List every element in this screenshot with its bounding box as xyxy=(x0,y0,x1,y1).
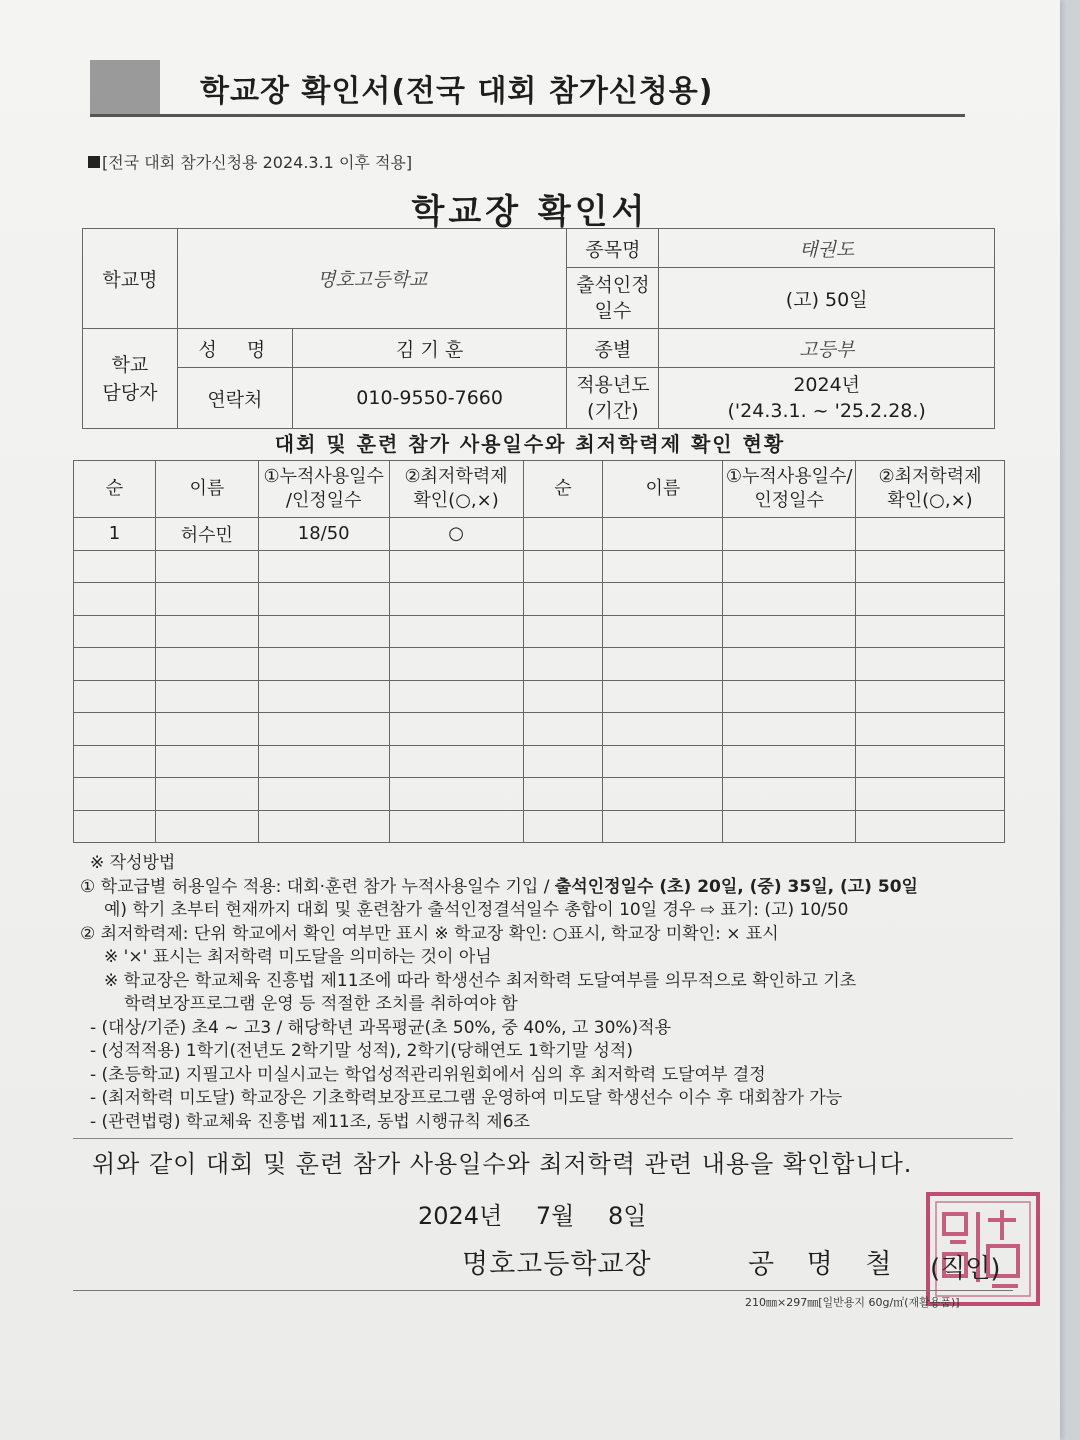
empty-cell xyxy=(723,713,856,746)
empty-cell xyxy=(603,648,723,681)
empty-cell xyxy=(258,778,389,811)
divider xyxy=(73,1290,1013,1291)
empty-cell xyxy=(523,810,603,843)
row-days: 18/50 xyxy=(258,518,389,551)
empty-cell xyxy=(856,745,1005,778)
col-days xyxy=(258,461,389,518)
col-min-right-line1: ②최저학력제 xyxy=(878,466,982,487)
instruction-line: ② 최저학력제: 단위 학교에서 확인 여부만 표시 ※ 학교장 확인: ○표시, 학교장 미확인: × 표시 xyxy=(80,923,779,944)
year-label xyxy=(567,368,659,429)
empty-cell xyxy=(856,518,1005,551)
empty-cell xyxy=(389,745,523,778)
empty-cell xyxy=(523,615,603,648)
attend-label-line1: 출석인정 xyxy=(576,274,650,296)
table-row xyxy=(74,810,1005,843)
empty-cell xyxy=(74,648,156,681)
top-note xyxy=(88,150,412,173)
empty-cell xyxy=(723,550,856,583)
empty-cell xyxy=(603,583,723,616)
manager-label-line1: 학교 xyxy=(111,353,149,376)
col-no: 순 xyxy=(74,461,156,518)
table-row xyxy=(74,648,1005,681)
instruction-line: - (관련법령) 학교체육 진흥법 제11조, 동법 시행규칙 제6조 xyxy=(90,1111,530,1132)
empty-cell xyxy=(603,778,723,811)
empty-cell xyxy=(723,778,856,811)
empty-cell xyxy=(155,745,258,778)
empty-cell xyxy=(723,615,856,648)
empty-cell xyxy=(723,518,856,551)
empty-cell xyxy=(389,583,523,616)
document-title: 학교장 확인서 xyxy=(411,192,649,232)
empty-cell xyxy=(389,680,523,713)
year-label-line2: (기간) xyxy=(587,400,639,422)
year-value xyxy=(659,368,995,429)
contact-label: 연락처 xyxy=(177,368,292,429)
empty-cell xyxy=(74,745,156,778)
empty-cell xyxy=(603,713,723,746)
issue-date: 2024년 7월 8일 xyxy=(418,1202,647,1230)
empty-cell xyxy=(155,778,258,811)
col-days-line1: ①누적사용일수 xyxy=(263,466,384,487)
instructions xyxy=(80,852,1020,1134)
empty-cell xyxy=(155,648,258,681)
info-table xyxy=(82,228,995,429)
category-label: 종별 xyxy=(567,329,659,368)
empty-cell xyxy=(155,680,258,713)
empty-cell xyxy=(258,680,389,713)
col-name-right: 이름 xyxy=(603,461,723,518)
empty-cell xyxy=(603,680,723,713)
table-row xyxy=(74,518,1005,551)
empty-cell xyxy=(523,550,603,583)
principal-name: 공 명 철 xyxy=(748,1249,904,1280)
principal-title: 명호고등학교장 xyxy=(462,1249,652,1280)
col-name: 이름 xyxy=(155,461,258,518)
col-min-right xyxy=(856,461,1005,518)
seal-label: (직인) xyxy=(930,1254,1001,1284)
empty-cell xyxy=(523,713,603,746)
empty-cell xyxy=(74,583,156,616)
instructions-heading: ※ 작성방법 xyxy=(90,853,176,873)
empty-cell xyxy=(856,648,1005,681)
instruction-line: - (최저학력 미도달) 학교장은 기초학력보장프로그램 운영하여 미도달 학생선수 이수 후 대회참가 가능 xyxy=(90,1088,843,1108)
instruction-line: - (대상/기준) 초4 ~ 고3 / 해당학년 과목평균(초 50%, 중 40%, 고 30%)적용 xyxy=(90,1017,672,1038)
school-label: 학교명 xyxy=(83,229,178,329)
attend-value: (고) 50일 xyxy=(659,268,995,329)
year-value-line1: 2024년 xyxy=(793,374,861,396)
year-value-line2: ('24.3.1. ~ '25.2.28.) xyxy=(727,400,926,422)
confirm-statement: 위와 같이 대회 및 훈련 참가 사용일수와 최저학력 관련 내용을 확인합니다. xyxy=(92,1150,913,1178)
empty-cell xyxy=(155,583,258,616)
athlete-table xyxy=(73,460,1005,843)
empty-cell xyxy=(258,550,389,583)
table-row xyxy=(74,680,1005,713)
row-name: 허수민 xyxy=(155,518,258,551)
top-note-text: [전국 대회 참가신청용 2024.3.1 이후 적용] xyxy=(102,153,413,172)
table-row xyxy=(74,583,1005,616)
empty-cell xyxy=(723,583,856,616)
school-name: 명호고등학교 xyxy=(177,229,567,329)
empty-cell xyxy=(603,615,723,648)
col-min-right-line2: 확인(○,×) xyxy=(887,490,973,511)
col-min-line1: ②최저학력제 xyxy=(404,466,508,487)
paper-spec: 210㎜×297㎜[일반용지 60g/㎡(재활용품)] xyxy=(745,1296,960,1309)
empty-cell xyxy=(389,648,523,681)
square-bullet-icon xyxy=(88,156,100,168)
empty-cell xyxy=(723,680,856,713)
manager-name: 김 기 훈 xyxy=(292,329,567,368)
empty-cell xyxy=(155,615,258,648)
attend-label xyxy=(567,268,659,329)
attendance-limits: 출석인정일수 (초) 20일, (중) 35일, (고) 50일 xyxy=(554,876,918,897)
header-rule xyxy=(90,114,965,117)
contact-value: 010-9550-7660 xyxy=(292,368,567,429)
empty-cell xyxy=(856,583,1005,616)
empty-cell xyxy=(258,745,389,778)
empty-cell xyxy=(523,648,603,681)
empty-cell xyxy=(74,778,156,811)
empty-cell xyxy=(856,615,1005,648)
empty-cell xyxy=(74,680,156,713)
empty-cell xyxy=(523,745,603,778)
empty-cell xyxy=(856,680,1005,713)
table-header-row xyxy=(74,461,1005,518)
empty-cell xyxy=(723,745,856,778)
empty-cell xyxy=(723,648,856,681)
instruction-line: 학력보장프로그램 운영 등 적절한 조치를 취하여야 함 xyxy=(124,994,518,1014)
attend-label-line2: 일수 xyxy=(594,300,632,322)
col-days-right-line1: ①누적사용일수/ xyxy=(725,466,853,487)
empty-cell xyxy=(258,583,389,616)
instruction-line-text: ① 학교급별 허용일수 적용: 대회·훈련 참가 누적사용일수 기입 / xyxy=(80,876,555,897)
section-title: 대회 및 훈련 참가 사용일수와 최저학력제 확인 현황 xyxy=(274,432,786,456)
category-value: 고등부 xyxy=(659,329,995,368)
empty-cell xyxy=(389,615,523,648)
table-row xyxy=(74,615,1005,648)
header-title: 학교장 확인서(전국 대회 참가신청용) xyxy=(200,74,714,109)
empty-cell xyxy=(74,810,156,843)
empty-cell xyxy=(155,713,258,746)
empty-cell xyxy=(856,713,1005,746)
empty-cell xyxy=(155,810,258,843)
col-days-line2: /인정일수 xyxy=(285,490,362,511)
empty-cell xyxy=(856,778,1005,811)
col-min xyxy=(389,461,523,518)
col-days-right xyxy=(723,461,856,518)
instruction-line: - (성적적용) 1학기(전년도 2학기말 성적), 2학기(당해연도 1학기말 성적) xyxy=(90,1041,633,1061)
empty-cell xyxy=(258,648,389,681)
name-label: 성 명 xyxy=(177,329,292,368)
empty-cell xyxy=(603,550,723,583)
empty-cell xyxy=(389,713,523,746)
event-label: 종목명 xyxy=(567,229,659,268)
empty-cell xyxy=(389,550,523,583)
instruction-line xyxy=(80,876,1020,900)
empty-cell xyxy=(603,810,723,843)
instruction-line: 예) 학기 초부터 현재까지 대회 및 훈련참가 출석인정결석일수 총합이 10일 경우 ⇨ 표기: (고) 10/50 xyxy=(104,900,849,920)
empty-cell xyxy=(523,583,603,616)
empty-cell xyxy=(603,518,723,551)
empty-cell xyxy=(723,810,856,843)
instruction-line: ※ '×' 표시는 최저학력 미도달을 의미하는 것이 아님 xyxy=(104,947,492,967)
manager-label xyxy=(83,329,178,429)
empty-cell xyxy=(523,518,603,551)
empty-cell xyxy=(856,810,1005,843)
row-check: ○ xyxy=(389,518,523,551)
col-days-right-line2: 인정일수 xyxy=(754,490,824,511)
empty-cell xyxy=(523,778,603,811)
empty-cell xyxy=(258,615,389,648)
empty-cell xyxy=(74,550,156,583)
year-label-line1: 적용년도 xyxy=(576,374,650,396)
col-min-line2: 확인(○,×) xyxy=(413,490,499,511)
empty-cell xyxy=(603,745,723,778)
instruction-line: - (초등학교) 지필고사 미실시교는 학업성적관리위원회에서 심의 후 최저학력 도달여부 결정 xyxy=(90,1064,766,1085)
table-row xyxy=(74,778,1005,811)
empty-cell xyxy=(74,713,156,746)
manager-label-line2: 담당자 xyxy=(102,381,158,404)
empty-cell xyxy=(74,615,156,648)
empty-cell xyxy=(389,810,523,843)
col-no-right: 순 xyxy=(523,461,603,518)
empty-cell xyxy=(523,680,603,713)
empty-cell xyxy=(856,550,1005,583)
empty-cell xyxy=(389,778,523,811)
event-value: 태권도 xyxy=(659,229,995,268)
row-no: 1 xyxy=(74,518,156,551)
header-gray-block xyxy=(90,60,160,116)
table-row xyxy=(74,713,1005,746)
empty-cell xyxy=(258,810,389,843)
divider xyxy=(73,1138,1013,1139)
instruction-line: ※ 학교장은 학교체육 진흥법 제11조에 따라 학생선수 최저학력 도달여부를 의무적으로 확인하고 기초 xyxy=(104,970,857,991)
empty-cell xyxy=(258,713,389,746)
table-row xyxy=(74,550,1005,583)
table-row xyxy=(74,745,1005,778)
empty-cell xyxy=(155,550,258,583)
